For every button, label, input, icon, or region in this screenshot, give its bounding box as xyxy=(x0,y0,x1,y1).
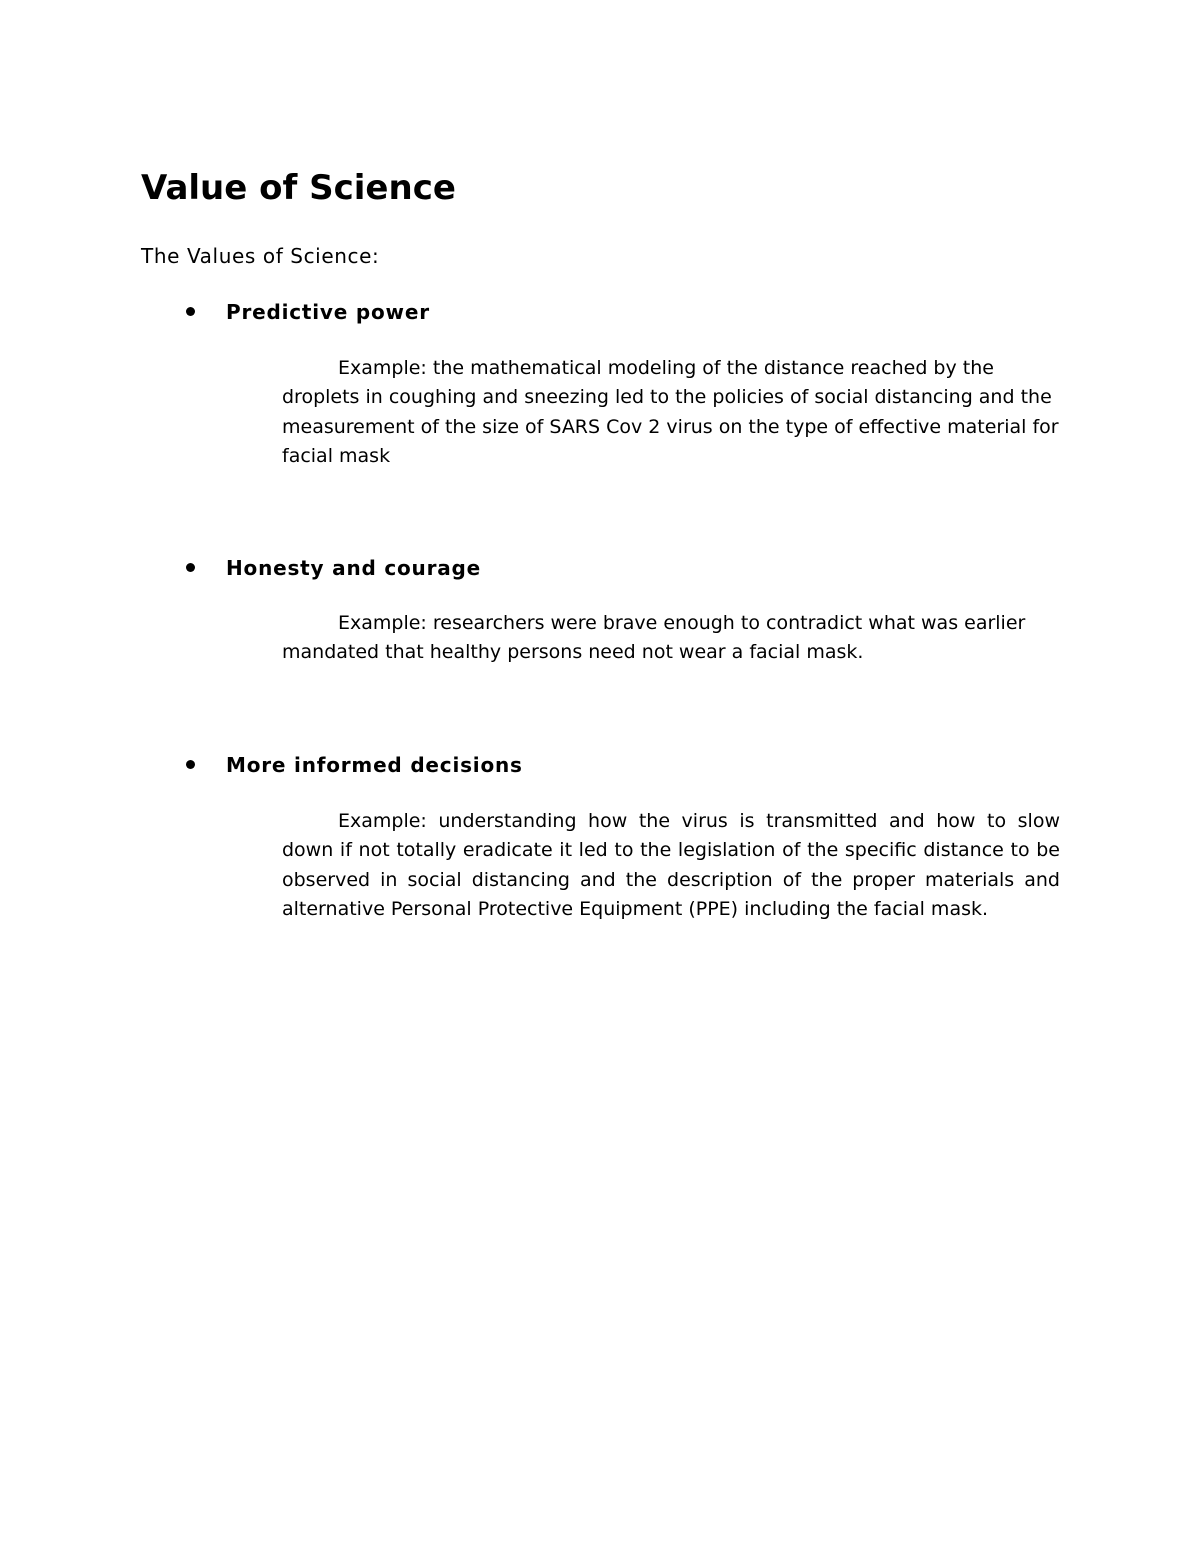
example-paragraph: Example: researchers were brave enough to contradict what was earlier mandated that healthy persons need not wear a facial mask. xyxy=(282,612,1026,664)
list-item-label: Predictive power xyxy=(226,300,430,324)
section-subtitle: The Values of Science: xyxy=(141,244,380,268)
page-title: Value of Science xyxy=(141,168,456,208)
list-item-predictive-power xyxy=(186,299,1066,325)
bullet-icon xyxy=(186,307,195,316)
bullet-icon xyxy=(186,760,195,769)
bullet-icon xyxy=(186,563,195,572)
list-item-head xyxy=(186,555,1066,581)
list-item-honesty-and-courage xyxy=(186,555,1066,581)
list-item-label: Honesty and courage xyxy=(226,556,482,580)
list-item-more-informed-decisions xyxy=(186,752,1066,778)
list-item-head xyxy=(186,752,1066,778)
example-paragraph: Example: the mathematical modeling of the distance reached by the droplets in coughing and sneezing led to the policies of social distancing and the measurement of the size of SARS Cov 2 virus on the type of effective material for facial mask xyxy=(282,357,1059,468)
list-item-head xyxy=(186,299,1066,325)
example-paragraph: Example: understanding how the virus is transmitted and how to slow down if not totally eradicate it led to the legislation of the specific distance to be observed in social distancing and the description of the proper materials and alternative Personal Protective Equipment (PPE) including the facial mask. xyxy=(282,810,1060,921)
list-item-label: More informed decisions xyxy=(226,753,523,777)
